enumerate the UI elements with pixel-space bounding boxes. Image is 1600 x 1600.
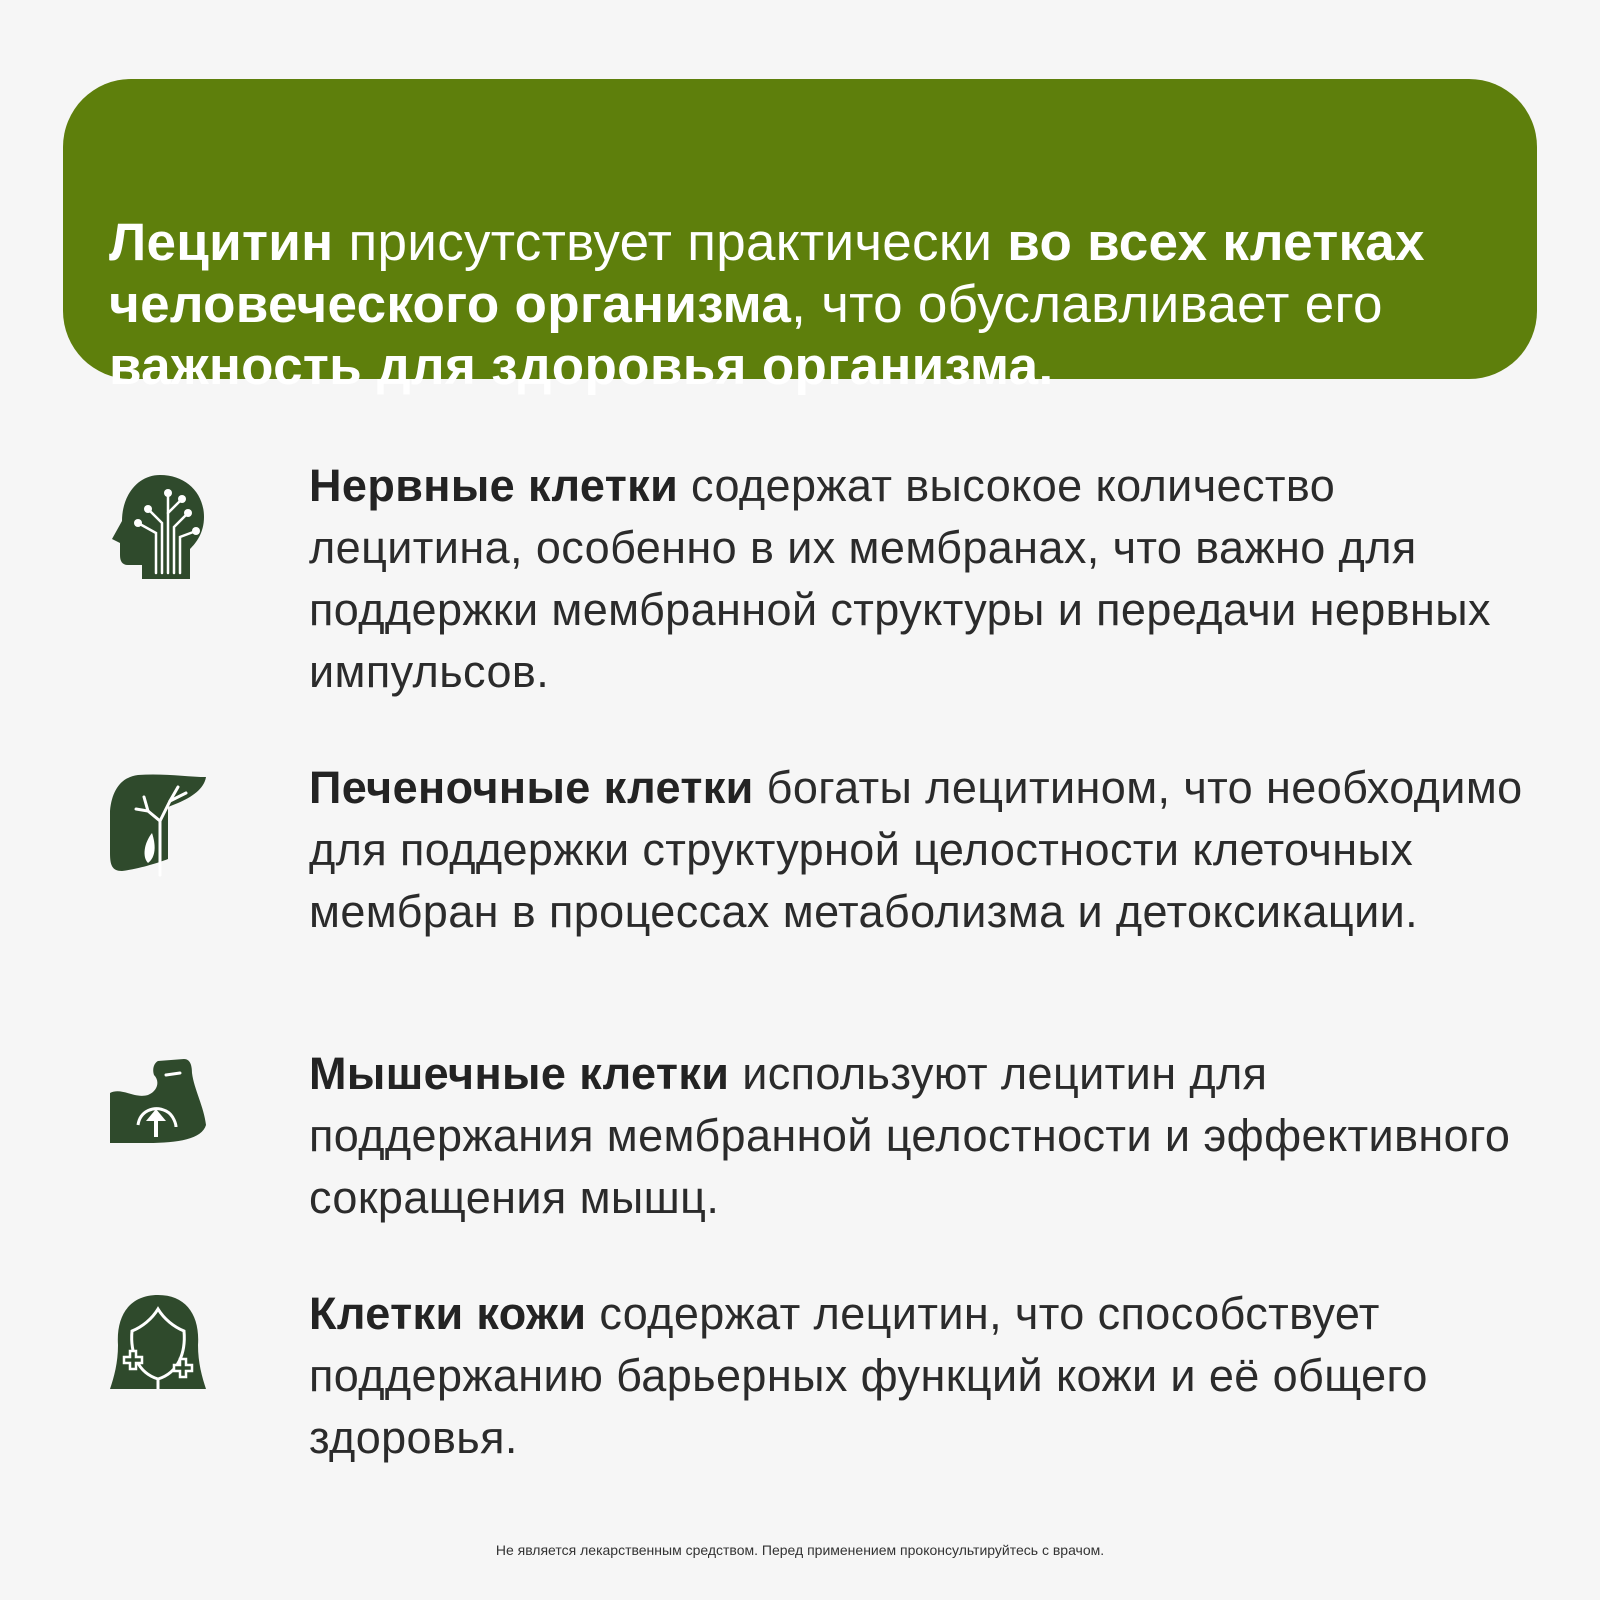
item-title: Мышечные клетки bbox=[309, 1048, 730, 1099]
banner-bold-2: во всех клетках человеческого организма bbox=[109, 213, 1425, 334]
item-description: используют лецитин для поддержания мембранной целостности и эффективного сокращения мышц. bbox=[309, 1048, 1511, 1223]
item-description: содержат высокое количество лецитина, особенно в их мембранах, что важно для поддержки мембранной структуры и передачи нервных импульсов. bbox=[309, 460, 1491, 697]
item-title: Нервные клетки bbox=[309, 460, 679, 511]
item-text bbox=[309, 757, 1559, 943]
header-banner bbox=[63, 79, 1537, 396]
item-text bbox=[309, 455, 1559, 703]
head-circuit-icon bbox=[108, 473, 208, 583]
item-description: содержат лецитин, что способствует поддержанию барьерных функций кожи и её общего здоровья. bbox=[309, 1288, 1428, 1463]
banner-text-1: присутствует практически bbox=[333, 213, 1008, 272]
item-title: Печеночные клетки bbox=[309, 762, 754, 813]
item-description: богаты лецитином, что необходимо для поддержки структурной целостности клеточных мембран в процессах метаболизма и детоксикации. bbox=[309, 762, 1523, 937]
item-text bbox=[309, 1043, 1559, 1229]
liver-icon bbox=[108, 771, 208, 881]
face-skin-icon bbox=[108, 1293, 208, 1403]
banner-bold-1: Лецитин bbox=[109, 213, 334, 272]
banner-bold-3: важность для здоровья организма. bbox=[109, 337, 1054, 396]
banner-text bbox=[109, 212, 1519, 398]
banner-text-2: , что обуславливает его bbox=[791, 275, 1383, 334]
muscle-arm-icon bbox=[108, 1055, 208, 1165]
item-text bbox=[309, 1283, 1559, 1469]
item-title: Клетки кожи bbox=[309, 1288, 587, 1339]
disclaimer-text: Не является лекарственным средством. Перед применением проконсультируйтесь с врачом. bbox=[495, 1542, 1105, 1558]
